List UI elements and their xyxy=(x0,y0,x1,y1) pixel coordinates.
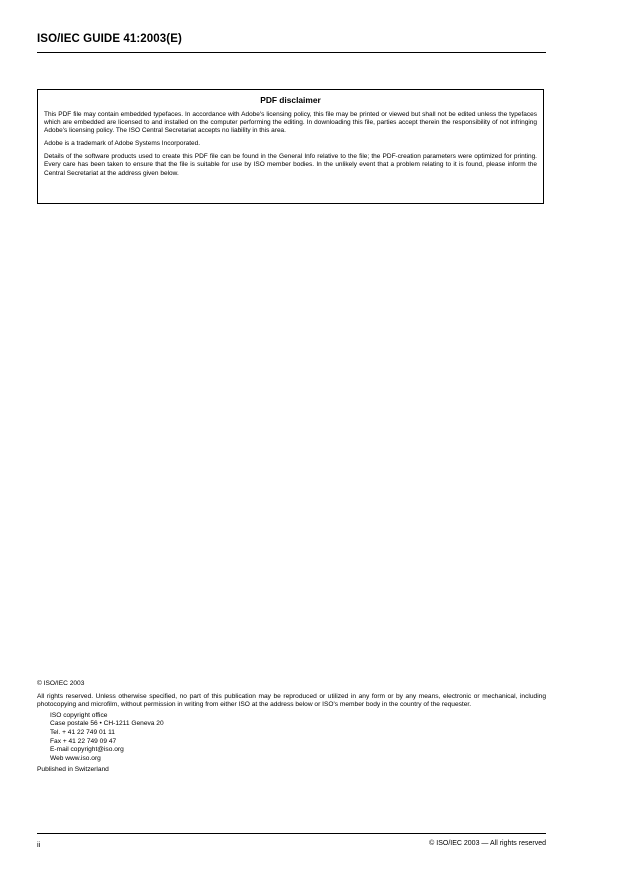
published-location: Published in Switzerland xyxy=(37,766,109,774)
rights-statement: All rights reserved. Unless otherwise specified, no part of this publication may be reproduced or utilized in any form or by any means, electronic or mechanical, including photocopying and microfilm, without permission in writing from either ISO at the address below or ISO's member body in the country of the requester. xyxy=(37,692,546,709)
disclaimer-paragraph: This PDF file may contain embedded typefaces. In accordance with Adobe's licensing policy, this file may be printed or viewed but shall not be edited unless the typefaces which are embedded are licensed to and installed on the computer performing the editing. In downloading this file, parties accept therein the responsibility of not infringing Adobe's licensing policy. The ISO Central Secretariat accepts no liability in this area. xyxy=(44,111,537,135)
footer-divider xyxy=(37,833,546,834)
address-line: ISO copyright office xyxy=(50,711,108,719)
address-line: Case postale 56 • CH-1211 Geneva 20 xyxy=(50,720,164,728)
page-number: ii xyxy=(37,840,41,849)
disclaimer-paragraph: Details of the software products used to create this PDF file can be found in the General Info relative to the file; the PDF-creation parameters were optimized for printing. Every care has been taken to ensure that the file is suitable for use by ISO member bodies. In the unlikely event that a problem relating to it is found, please inform the Central Secretariat at the address given below. xyxy=(44,153,537,177)
copyright-notice xyxy=(37,680,546,775)
footer-copyright: © ISO/IEC 2003 — All rights reserved xyxy=(429,840,546,847)
header-divider xyxy=(37,52,546,53)
email-line: E-mail copyright@iso.org xyxy=(50,746,124,754)
pdf-disclaimer-box xyxy=(37,89,544,204)
disclaimer-paragraph: Adobe is a trademark of Adobe Systems Incorporated. xyxy=(44,140,201,148)
web-line: Web www.iso.org xyxy=(50,754,101,762)
copyright-office-address xyxy=(37,712,546,764)
copyright-line: © ISO/IEC 2003 xyxy=(37,680,85,687)
document-header-title: ISO/IEC GUIDE 41:2003(E) xyxy=(37,33,182,45)
disclaimer-title: PDF disclaimer xyxy=(260,95,321,105)
address-line: Tel. + 41 22 749 01 11 xyxy=(50,728,115,736)
address-line: Fax + 41 22 749 09 47 xyxy=(50,737,117,745)
